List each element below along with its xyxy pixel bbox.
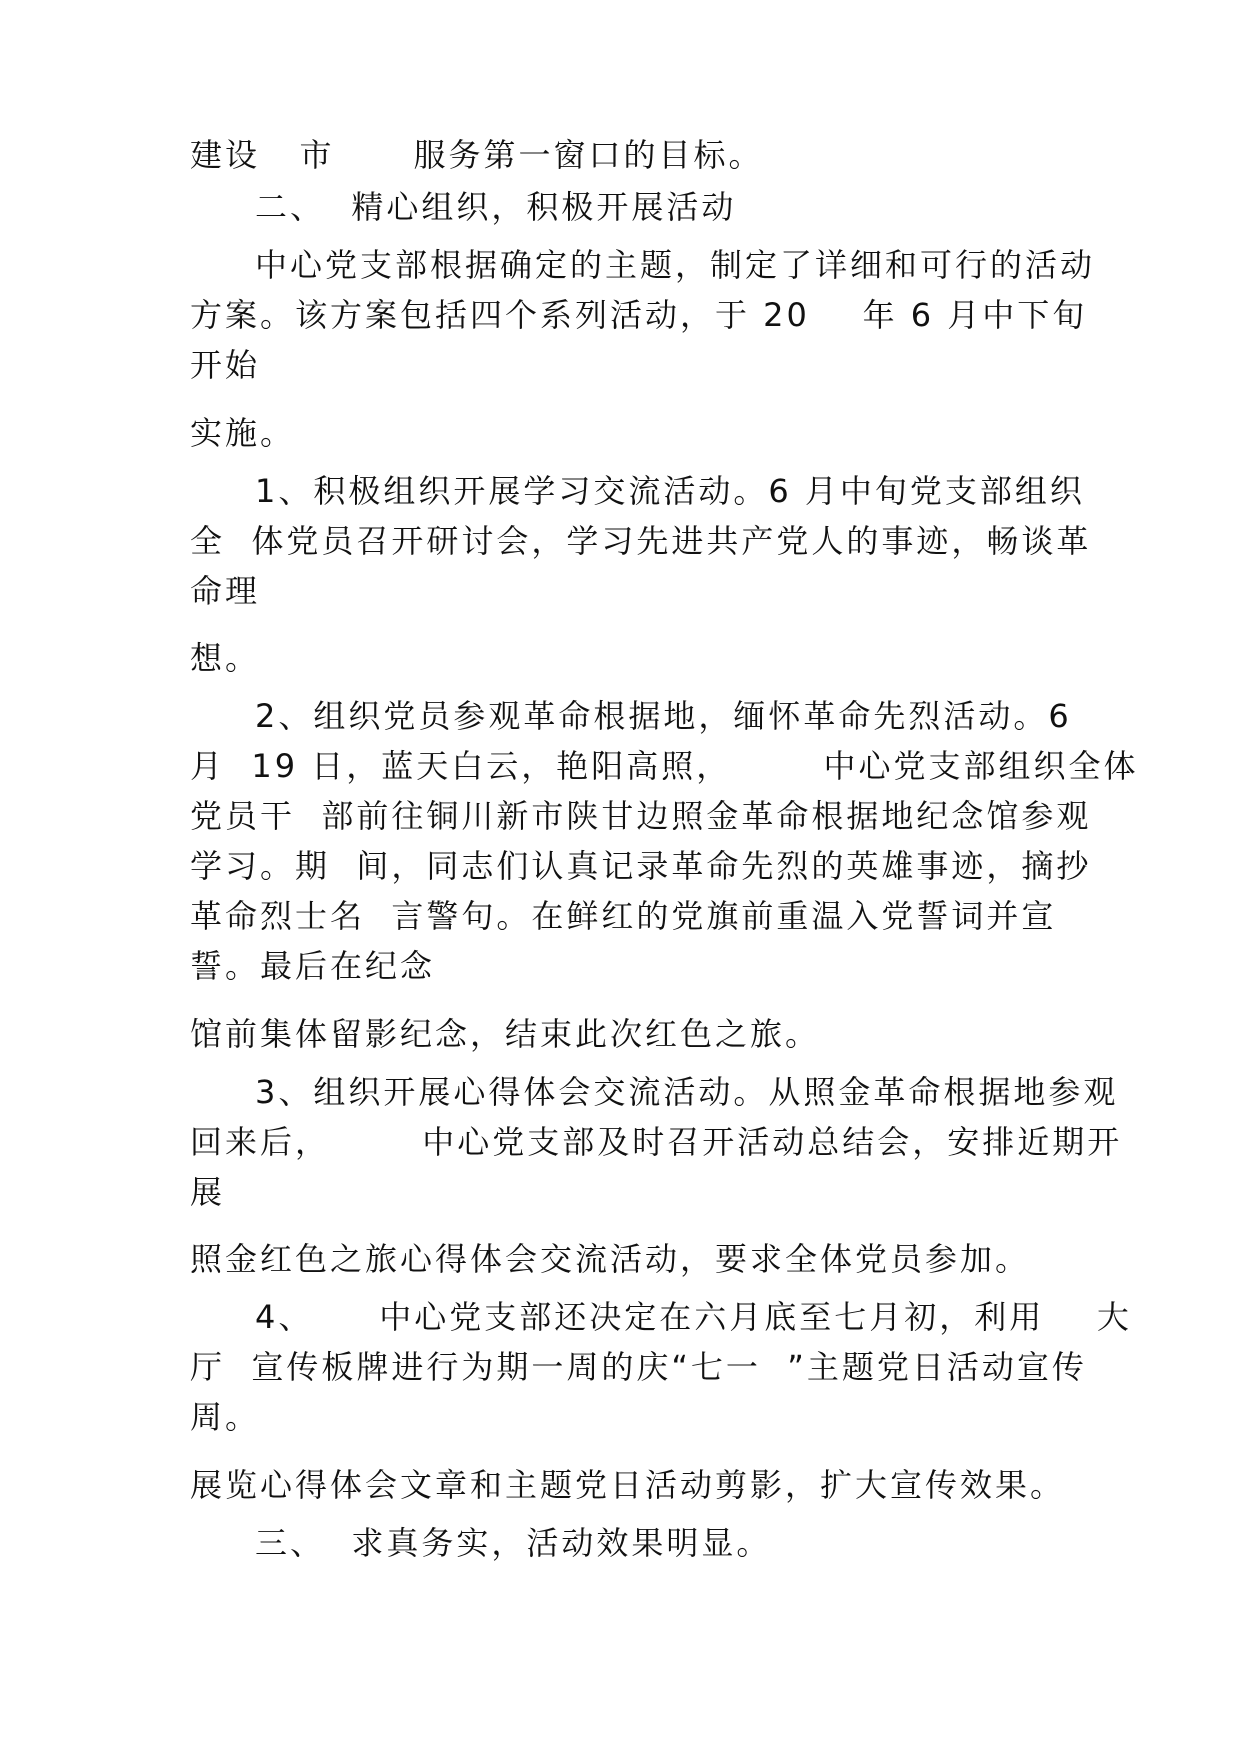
text-line: 展览心得体会文章和主题党日活动剪影，扩大宣传效果。 bbox=[190, 1466, 1066, 1504]
text-line: 革命烈士名 言警句。在鲜红的党旗前重温入党誓词并宣 bbox=[190, 897, 1057, 935]
text-line: 照金红色之旅心得体会交流活动，要求全体党员参加。 bbox=[190, 1240, 1031, 1278]
text-line: 党员干 部前往铜川新市陕甘边照金革命根据地纪念馆参观 bbox=[190, 797, 1092, 835]
text-line: 2、组织党员参观革命根据地，缅怀革命先烈活动。6 bbox=[255, 697, 1072, 735]
text-line: 3、组织开展心得体会交流活动。从照金革命根据地参观 bbox=[255, 1073, 1119, 1111]
text-line: 展 bbox=[190, 1173, 226, 1211]
text-line: 命理 bbox=[190, 572, 261, 610]
text-line: 建设 市 服务第一窗口的目标。 bbox=[190, 136, 764, 174]
text-line: 全 体党员召开研讨会，学习先进共产党人的事迹，畅谈革 bbox=[190, 522, 1092, 560]
text-line: 开始 bbox=[190, 346, 261, 384]
text-line: 馆前集体留影纪念，结束此次红色之旅。 bbox=[190, 1015, 821, 1053]
section-heading: 二、 精心组织，积极开展活动 bbox=[255, 188, 737, 226]
text-line: 誓。最后在纪念 bbox=[190, 947, 436, 985]
text-line: 周。 bbox=[190, 1398, 261, 1436]
text-line: 实施。 bbox=[190, 414, 296, 452]
text-line: 4、 中心党支部还决定在六月底至七月初，利用 大 bbox=[255, 1298, 1132, 1336]
text-line: 月 19 日，蓝天白云，艳阳高照， 中心党支部组织全体 bbox=[190, 747, 1139, 785]
section-heading: 三、 求真务实，活动效果明显。 bbox=[255, 1524, 772, 1562]
text-line: 1、积极组织开展学习交流活动。6 月中旬党支部组织 bbox=[255, 472, 1085, 510]
text-line: 学习。期 间，同志们认真记录革命先烈的英雄事迹，摘抄 bbox=[190, 847, 1092, 885]
text-line: 中心党支部根据确定的主题，制定了详细和可行的活动 bbox=[255, 246, 1096, 284]
text-line: 方案。该方案包括四个系列活动，于 20 年 6 月中下旬 bbox=[190, 296, 1088, 334]
text-line: 回来后， 中心党支部及时召开活动总结会，安排近期开 bbox=[190, 1123, 1123, 1161]
text-line: 想。 bbox=[190, 639, 261, 677]
text-line: 厅 宣传板牌进行为期一周的庆“七一 ”主题党日活动宣传 bbox=[190, 1348, 1087, 1386]
